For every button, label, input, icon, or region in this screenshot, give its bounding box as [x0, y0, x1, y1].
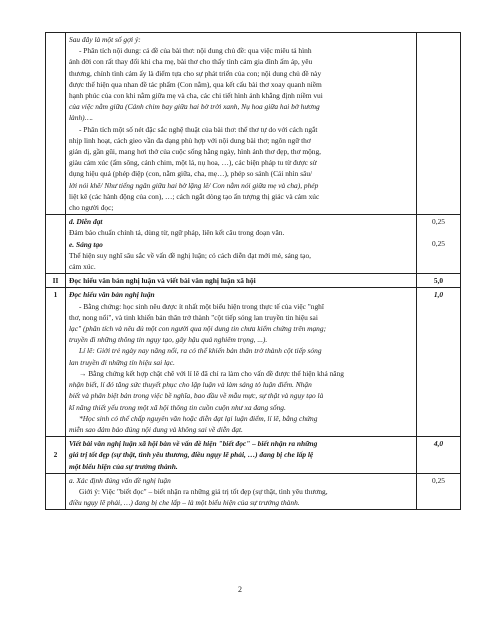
question-score: 4,0: [417, 437, 461, 474]
section-title: Đọc hiểu văn bản nghị luận và viết bài văn nghị luận xã hội: [66, 274, 417, 288]
criterion-text: cảm xúc.: [69, 262, 96, 272]
intro-line: giản dị, gần gũi, mang hơi thở của cuộc sống hằng ngày, hình ảnh thơ đẹp, thơ mộng,: [69, 147, 322, 157]
answer-line: kĩ năng thiết yếu trong một xã hội thông tin cuồn cuộn như xa đang sống.: [69, 402, 286, 412]
score-value: 0,25: [417, 473, 461, 510]
answer-line: biết và phân biệt bản trong việc bề nghĩa, bao đầu về mẫu mực, sự thật và ngụy tạo là: [69, 391, 324, 401]
criterion-title: a. Xác định đúng vấn đề nghị luận: [69, 475, 171, 485]
answer-line: truyền đi những thông tin ngụy tạo, gây hậu quả nghiêm trọng, ...).: [69, 335, 268, 345]
criterion-text: điều ngụy lẽ phải, …) đang bị che lấp – là một biểu hiện của sự trưởng thành.: [69, 498, 300, 508]
intro-line: giàu cảm xúc (ấm sông, cánh chim, một lá, nụ hoa, …), các biện pháp tu từ được sử: [69, 158, 317, 168]
section-number: II: [46, 274, 66, 288]
question-prompt-line: Viết bài văn nghị luận xã hội bàn về vấn đề hiện "biết đọc" – biết nhận ra những: [69, 439, 318, 449]
intro-analysis-cell: [66, 33, 417, 215]
intro-line: lành)….: [69, 113, 94, 123]
criterion-title: d. Diễn đạt: [69, 217, 103, 227]
answer-line: lan truyền đi những tín hiệu sai lạc.: [69, 357, 175, 367]
intro-line: lời nói khẽ/ Như tiếng ngân giữa hai bờ lặng lẽ/ Con nằm nói giữa mẹ và cha), phép: [69, 180, 319, 190]
table-row: [46, 215, 461, 274]
table-row: [46, 437, 461, 474]
criterion-text: Thể hiện suy nghĩ sâu sắc về vấn đề nghị luận; có cách diễn đạt mới mẻ, sáng tạo,: [69, 250, 311, 260]
criterion-title: e. Sáng tạo: [69, 239, 103, 249]
answer-line: - Bằng chứng: học sinh nêu được ít nhất một biểu hiện trong thực tế của việc "nghĩ: [79, 301, 324, 311]
intro-line: Sau đây là một số gợi ý:: [69, 35, 141, 44]
criterion-text: Đảm bảo chuẩn chính tả, dùng từ, ngữ pháp, liên kết câu trong đoạn văn.: [69, 228, 285, 238]
intro-line: - Phân tích nội dung: cả đề của bài thơ: nội dung chủ đề: qua việc miêu tả hình: [79, 46, 312, 56]
intro-line: được thể hiện qua nhan đề tác phẩm (Con nằm), qua kết cấu bài thơ xoay quanh niềm: [69, 79, 322, 89]
answer-line: lạc" (phân tích và nêu đủ một con người qua nội dung tin chưa kiểm chứng trên mạng;: [69, 324, 327, 334]
intro-line: thương, chính tình cảm ấy là điểm tựa cho sự phát triển của con; nội dung chủ đề này: [69, 68, 322, 78]
intro-line: - Phân tích một số nét đặc sắc nghệ thuật của bài thơ: thể thơ tự do với cách ngắt: [79, 124, 318, 134]
score-value: 0,25: [432, 217, 445, 227]
intro-line: cho người đọc;: [69, 203, 114, 213]
question-number: 1: [46, 288, 66, 437]
answer-line: → Bằng chứng kết hợp chặt chẽ với lí lẽ đã chỉ ra làm cho vấn đề được thể hiện khá năng: [79, 368, 344, 378]
answer-line: *Học sinh có thể chấp nguyên văn hoặc diễn đạt lại luận điểm, lí lẽ, bằng chứng: [79, 413, 318, 423]
question-number: 2: [46, 437, 66, 474]
answer-line: miễn sao đảm bảo đúng nội dung và không sai về diễn đạt.: [69, 424, 243, 434]
question-prompt-line: giá trị tốt đẹp (sự thật, tình yêu thương, điều ngụy lẽ phải, …) đang bị che lấp lệ: [69, 450, 314, 460]
intro-line: của việc nằm giữa (Cánh chim bay giữa hai bờ trời xanh, Nụ hoa giữa hai bờ hương: [69, 102, 320, 112]
score-value: 0,25: [432, 239, 445, 249]
answer-key-table: [45, 32, 461, 510]
page-number: 2: [238, 585, 242, 594]
table-row: [46, 473, 461, 510]
section-header-row: [46, 274, 461, 288]
intro-line: nhịp linh hoạt, cách gieo vần đa dạng phù hợp với nội dung bài thơ; ngôn ngữ thơ: [69, 135, 311, 145]
intro-line: dụng hiệu quả (phép điệp (con, nằm giữa, cha, mẹ…), phép so sánh (Cái nhìn sâu/: [69, 169, 313, 179]
question-title: Đọc hiểu văn bản nghị luận: [69, 290, 155, 300]
answer-line: thơ, nong nổi", và tinh khiến bản thân trở thành "cột tiếp sóng lan truyền tin hiệu sai: [69, 312, 318, 322]
intro-line: liệt kê (các hành động của con), …; cách ngắt dòng tạo ấn tượng thị giác và cảm xúc: [69, 191, 320, 201]
criterion-text: Giới ý: Việc "biết đọc" – biết nhận ra những giá trị tốt đẹp (sự thật, tình yêu thương,: [79, 486, 328, 496]
intro-line: hạnh phúc của con khi nằm giữa mẹ và cha, các chi tiết hình ảnh khẳng định niềm vui: [69, 91, 323, 101]
answer-line: Lí lẽ: Giới trẻ ngày nay năng nổi, ra có thể khiến bản thân trở thành cột tiếp sóng: [79, 346, 322, 356]
answer-line: nhận biết, lí đó tăng sức thuyết phục cho lập luận và làm sáng tỏ luận điểm. Nhận: [69, 380, 312, 390]
table-row: [46, 33, 461, 215]
question-prompt-line: một biểu hiện của sự trưởng thành.: [69, 461, 178, 471]
question-score: 1,0: [417, 288, 461, 437]
table-row: [46, 288, 461, 437]
section-score: 5,0: [417, 274, 461, 288]
intro-line: ảnh đời con rất thay đổi khi cha mẹ, bài thơ cho thấy tình cảm gia đình ấm áp, yêu: [69, 57, 313, 67]
